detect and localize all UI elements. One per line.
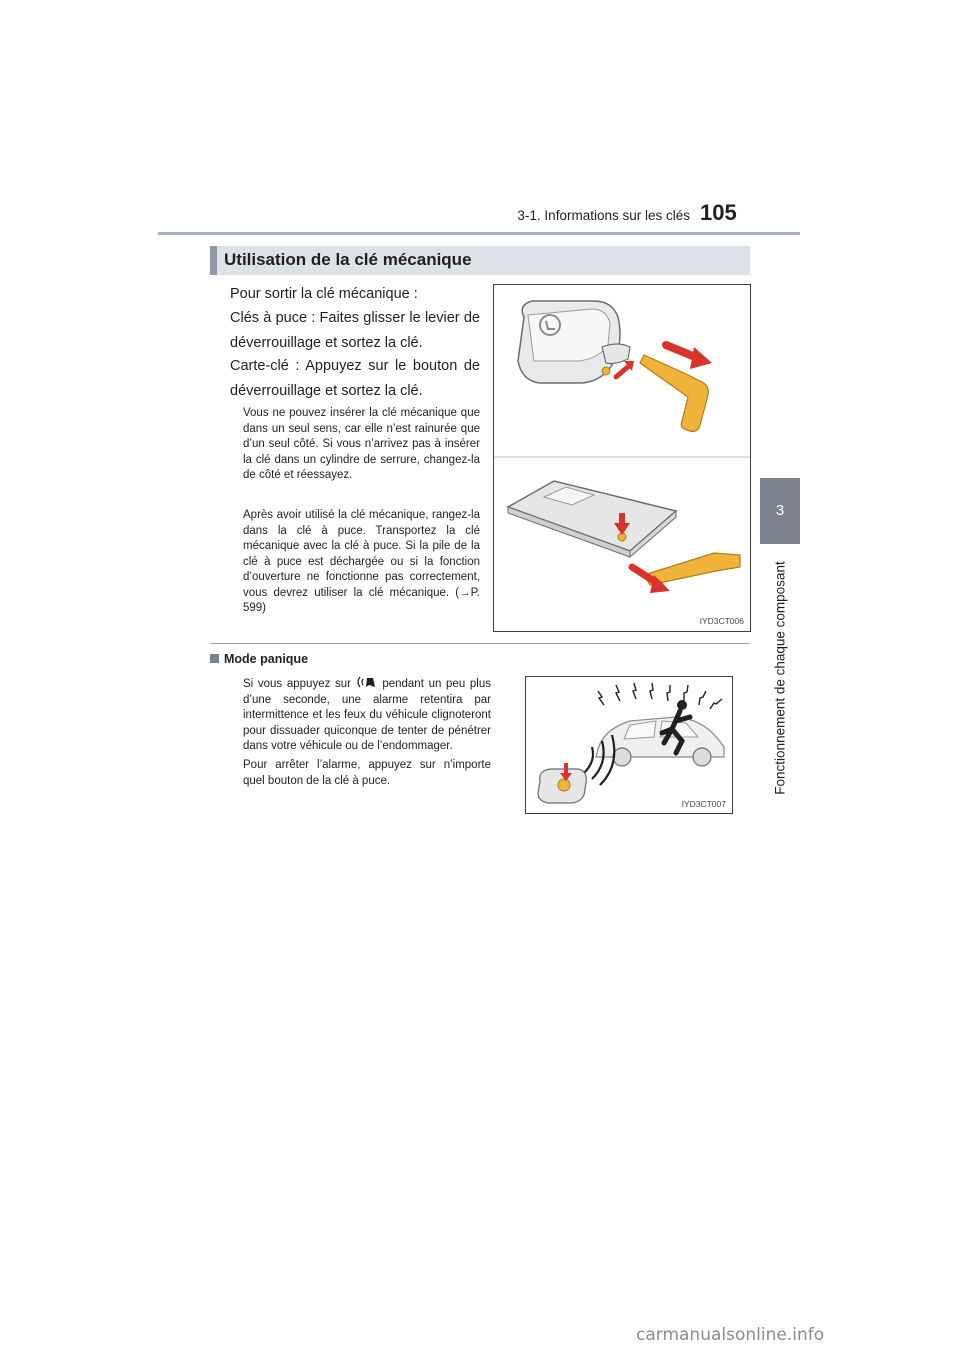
- step-card-key: Carte-clé : Appuyez sur le bouton de déverrouillage et sortez la clé.: [230, 358, 480, 399]
- panic-mode-heading: [210, 652, 308, 666]
- page-number: 105: [700, 200, 737, 225]
- section-title: Utilisation de la clé mécanique: [224, 250, 472, 269]
- figure-code: IYD3CT007: [681, 799, 726, 809]
- panic-mode-title: Mode panique: [224, 652, 309, 666]
- step-smart-key: Clés à puce : Faites glisser le levier de déverrouillage et sortez la clé.: [230, 310, 480, 351]
- section-divider: [210, 643, 750, 644]
- note-insert-direction: Vous ne pouvez insérer la clé mécanique que dans un seul sens, car elle n’est rainurée que d’un seul côté. Si vous n’arrivez pas à insérer la clé dans un cylindre de serrure, changez-la de côté et réessayez.: [243, 407, 480, 481]
- footer-watermark: carmanualsonline.info: [636, 1325, 825, 1345]
- chapter-label-container: [755, 548, 805, 808]
- panic-alarm-illustration: [526, 677, 732, 813]
- panic-mode-text: [243, 676, 491, 755]
- panic-text-before: Si vous appuyez sur: [243, 678, 351, 690]
- smart-key-illustration: [518, 301, 712, 431]
- chapter-number: 3: [775, 502, 785, 519]
- intro-text: Pour sortir la clé mécanique :: [230, 286, 418, 302]
- card-key-illustration: [508, 481, 740, 593]
- panic-text-after: pendant un peu plus d’une seconde, une alarme retentira par intermittence et les feux du véhicule clignoteront pour dissuader quiconque de tenter de pénétrer dans votre véhicule ou de l’endommager.: [243, 678, 491, 752]
- mechanical-key-illustration: [494, 285, 750, 631]
- section-heading-marker: [210, 246, 217, 275]
- bullet-square-icon: [210, 654, 219, 663]
- chapter-label: Fonctionnement de chaque composant: [772, 561, 788, 795]
- figure-code: IYD3CT006: [699, 616, 744, 626]
- panic-button-icon: [356, 676, 378, 688]
- panic-mode-figure: [525, 676, 733, 814]
- header-rule: [158, 232, 800, 235]
- panic-stop-text: Pour arrêter l’alarme, appuyez sur n’importe quel bouton de la clé à puce.: [243, 759, 491, 787]
- note-store-key: Après avoir utilisé la clé mécanique, rangez-la dans la clé à puce. Transportez la clé mécanique avec la clé à puce. Si la pile de la clé à puce est déchargée ou si la fonction d’ouverture ne fonctionne pas correctement, vous devrez utiliser la clé mécanique. (→P. 599): [243, 509, 480, 614]
- mechanical-key-figure: [493, 284, 751, 632]
- running-header-section: 3-1. Informations sur les clés: [517, 208, 690, 223]
